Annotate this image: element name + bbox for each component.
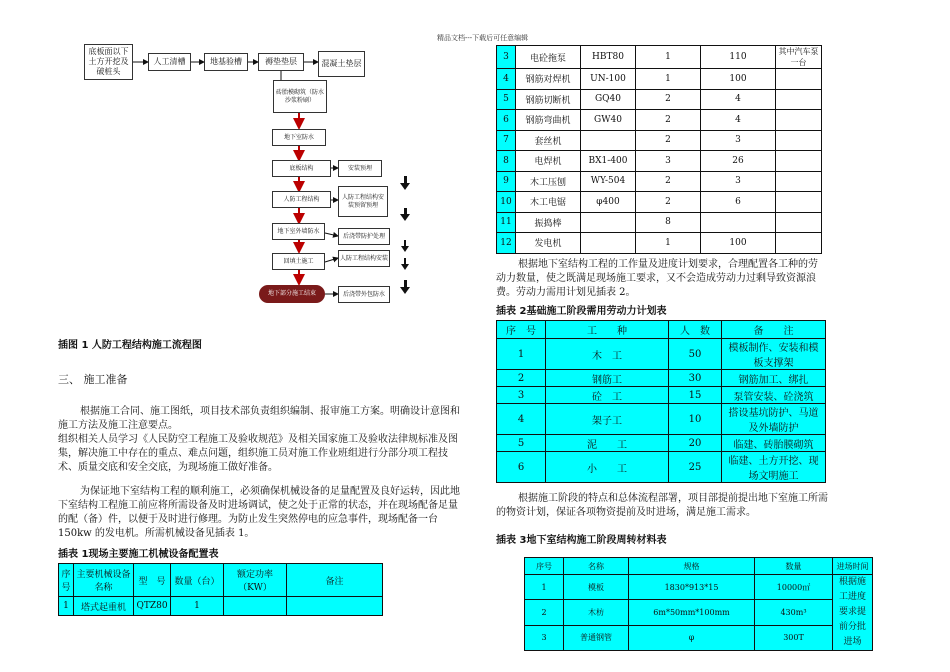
table-cell: 2 xyxy=(497,370,546,387)
table-row xyxy=(525,625,873,650)
table-cell: 10 xyxy=(669,404,722,435)
col-header: 进场时间 xyxy=(833,558,873,575)
table-cell: GW40 xyxy=(581,110,636,131)
table-cell: 4 xyxy=(701,89,776,110)
table-cell: 6m*50mm*100mm xyxy=(629,600,755,625)
table-cell: QTZ80 xyxy=(134,597,171,616)
table-row xyxy=(497,233,822,254)
section-title: 三、 施工准备 xyxy=(58,373,128,386)
figure-caption: 插图 1 人防工程结构施工流程图 xyxy=(58,340,202,351)
table-cell: φ400 xyxy=(581,192,636,213)
col-header: 名称 xyxy=(564,558,629,575)
flow-node-excavation: 底板面以下土方开挖及破桩头 xyxy=(84,44,133,80)
table-header-row xyxy=(59,564,383,597)
table-cell: 普通钢管 xyxy=(564,625,629,650)
table-cell: 木枋 xyxy=(564,600,629,625)
table-cell: 套丝机 xyxy=(516,130,581,151)
table-cell-arrival-note: 根据施工进度要求提前分批进场 xyxy=(833,575,873,651)
table-cell: 10000㎡ xyxy=(755,575,833,600)
table-cell: 1 xyxy=(636,69,701,90)
table-row xyxy=(497,192,822,213)
table-cell: 木工电锯 xyxy=(516,192,581,213)
flow-side-post-cast-protection: 后浇带防护处理 xyxy=(338,228,390,245)
paragraph-plan: 根据施工合同、施工图纸，项目技术部负责组织编制、报审施工方案。明确设计意图和施工方法及施工注意要点。 xyxy=(58,406,460,431)
table-cell: 8 xyxy=(497,151,516,172)
col-header: 序号 xyxy=(59,564,74,597)
flow-side-civil-defense-embedding: 人防工程结构安装预留预埋 xyxy=(338,186,388,217)
flow-side-post-cast-waterproofing: 后浇带外包防水 xyxy=(338,286,390,303)
col-header: 数量（台） xyxy=(171,564,224,597)
table-cell: 1 xyxy=(525,575,564,600)
table-cell: 1 xyxy=(59,597,74,616)
table-row xyxy=(497,171,822,192)
table-cell: 搭设基坑防护、马道及外墙防护 xyxy=(722,404,826,435)
table-row xyxy=(497,46,822,69)
table-cell: 3 xyxy=(636,151,701,172)
table-cell: 钢筋加工、绑扎 xyxy=(722,370,826,387)
table-cell xyxy=(776,89,822,110)
table-cell: 1 xyxy=(636,46,701,69)
table-cell: 4 xyxy=(701,110,776,131)
table-cell: 50 xyxy=(669,339,722,370)
flow-node-civil-defense-structure: 人防工程结构 xyxy=(272,191,331,208)
col-header: 型 号 xyxy=(134,564,171,597)
equipment-table-continued xyxy=(496,45,822,254)
table-cell: 临建、土方开挖、现场文明施工 xyxy=(722,452,826,483)
flow-node-underground-complete: 地下部分施工结束 xyxy=(259,285,325,303)
table-row xyxy=(497,387,826,404)
table-cell: 3 xyxy=(497,387,546,404)
table-cell: 30 xyxy=(669,370,722,387)
table-row xyxy=(497,435,826,452)
col-header: 额定功率（KW） xyxy=(224,564,287,597)
page-header: 精品文档---下载后可任意编辑 xyxy=(437,34,529,42)
table-cell: 钢筋弯曲机 xyxy=(516,110,581,131)
col-header: 数量 xyxy=(755,558,833,575)
table-cell: 钢筋切断机 xyxy=(516,89,581,110)
table-cell: 15 xyxy=(669,387,722,404)
flow-node-exterior-wall-waterproofing: 地下室外墙防水 xyxy=(272,223,325,240)
table-cell: 2 xyxy=(636,130,701,151)
table-cell xyxy=(581,130,636,151)
table1-caption: 插表 1现场主要施工机械设备配置表 xyxy=(58,549,219,560)
col-header: 工 种 xyxy=(546,321,669,339)
table-cell: 泥 工 xyxy=(546,435,669,452)
table-cell: 6 xyxy=(497,452,546,483)
table-row xyxy=(497,110,822,131)
table-cell: 木 工 xyxy=(546,339,669,370)
table-cell: 12 xyxy=(497,233,516,254)
table-cell xyxy=(776,151,822,172)
table-cell: 10 xyxy=(497,192,516,213)
table-cell: φ xyxy=(629,625,755,650)
table-cell: 塔式起重机 xyxy=(74,597,134,616)
table-cell: 100 xyxy=(701,233,776,254)
table-row xyxy=(497,212,822,233)
table-row xyxy=(497,151,822,172)
table2-caption: 插表 2基础施工阶段需用劳动力计划表 xyxy=(496,306,667,317)
table-cell: 电砼拖泵 xyxy=(516,46,581,69)
col-header: 序号 xyxy=(525,558,564,575)
table-cell: 临建、砖胎膜砌筑 xyxy=(722,435,826,452)
table-cell xyxy=(776,110,822,131)
table-cell: 5 xyxy=(497,435,546,452)
table-cell: 3 xyxy=(497,46,516,69)
table-cell: HBT80 xyxy=(581,46,636,69)
labor-table xyxy=(496,320,826,483)
table-cell: 11 xyxy=(497,212,516,233)
table-cell xyxy=(776,130,822,151)
table-header-row xyxy=(497,321,826,339)
table-cell: 5 xyxy=(497,89,516,110)
table-cell xyxy=(776,212,822,233)
table-row xyxy=(525,600,873,625)
table-cell: 架子工 xyxy=(546,404,669,435)
table-cell xyxy=(224,597,287,616)
table-cell: 8 xyxy=(636,212,701,233)
table-cell: 4 xyxy=(497,69,516,90)
table-cell: 3 xyxy=(525,625,564,650)
table-cell: 2 xyxy=(636,171,701,192)
table-cell xyxy=(776,192,822,213)
table-cell: 电焊机 xyxy=(516,151,581,172)
table-cell: 1 xyxy=(497,339,546,370)
table-cell: WY-504 xyxy=(581,171,636,192)
table-cell: 26 xyxy=(701,151,776,172)
table3-caption: 插表 3地下室结构施工阶段周转材料表 xyxy=(496,535,667,546)
table-cell: 7 xyxy=(497,130,516,151)
table-row xyxy=(497,69,822,90)
table-row xyxy=(497,130,822,151)
flow-node-foundation-inspection: 地基验槽 xyxy=(204,53,248,71)
table-cell: 泵管安装、砼浇筑 xyxy=(722,387,826,404)
paragraph-labor: 根据地下室结构工程的工作量及进度计划要求，合理配置各工种的劳动力数量，使之既满足现场施工要求，又不会造成劳动力过剩导致资源浪费。劳动力需用计划见插表 2。 xyxy=(496,259,818,298)
flow-node-base-slab: 底板结构 xyxy=(272,160,331,177)
table-cell: 430m³ xyxy=(755,600,833,625)
table-cell: 9 xyxy=(497,171,516,192)
table-cell xyxy=(776,171,822,192)
table-cell: UN-100 xyxy=(581,69,636,90)
table-cell: 6 xyxy=(497,110,516,131)
flow-node-manual-cleanup: 人工清槽 xyxy=(148,53,191,71)
equipment-table xyxy=(58,563,383,616)
flow-node-backfill: 回填土施工 xyxy=(272,253,325,270)
table-cell: 1 xyxy=(636,233,701,254)
paragraph-training: 组织相关人员学习《人民防空工程施工及验收规范》及相关国家施工及验收法律规标准及图集，解决施工中存在的重点、难点问题，组织施工员对施工作业班组进行分部分项工程技术、质量交底和安全交底，为现场施工做好准备。 xyxy=(58,434,458,473)
table-cell: 钢筋工 xyxy=(546,370,669,387)
table-cell: 2 xyxy=(636,89,701,110)
col-header: 序 号 xyxy=(497,321,546,339)
table-cell: GQ40 xyxy=(581,89,636,110)
table-cell: 20 xyxy=(669,435,722,452)
table-cell: 1830*913*15 xyxy=(629,575,755,600)
table-cell: 砼 工 xyxy=(546,387,669,404)
flow-node-brick-mold: 砖胎模砌筑（防水沙浆粉刷） xyxy=(273,80,327,113)
table-row xyxy=(59,597,383,616)
table-cell: 振捣棒 xyxy=(516,212,581,233)
paragraph-equipment: 为保证地下室结构工程的顺利施工，必须确保机械设备的足量配置及良好运转，因此地下室结构工程施工前应将所需设备及时进场调试，使之处于正常的状态，并在现场配备足量的配（备）件，以便于及时进行修理。为防止发生突然停电的应急事件，现场配备一台 150kw 的发电机。所需机械设备见插表 1。 xyxy=(58,486,460,539)
table-cell: 110 xyxy=(701,46,776,69)
flow-node-concrete-cushion: 混凝土垫层 xyxy=(318,51,365,77)
table-row xyxy=(497,370,826,387)
table-cell: 小 工 xyxy=(546,452,669,483)
table-cell xyxy=(581,233,636,254)
table-cell: BX1-400 xyxy=(581,151,636,172)
table-cell xyxy=(701,212,776,233)
table-cell: 模板制作、安装和模板支撑架 xyxy=(722,339,826,370)
table-cell: 2 xyxy=(636,110,701,131)
col-header: 主要机械设备名称 xyxy=(74,564,134,597)
table-cell xyxy=(776,233,822,254)
col-header: 备注 xyxy=(287,564,383,597)
table-row xyxy=(497,404,826,435)
col-header: 规格 xyxy=(629,558,755,575)
table-cell: 300T xyxy=(755,625,833,650)
col-header: 人 数 xyxy=(669,321,722,339)
flow-side-embedded-install: 安装预埋 xyxy=(338,160,382,177)
table-cell: 其中汽车泵一台 xyxy=(776,46,822,69)
table-cell: 3 xyxy=(701,171,776,192)
table-cell xyxy=(776,69,822,90)
table-cell xyxy=(581,212,636,233)
table-cell: 25 xyxy=(669,452,722,483)
table-cell: 3 xyxy=(701,130,776,151)
table-cell: 100 xyxy=(701,69,776,90)
table-header-row xyxy=(525,558,873,575)
table-cell: 4 xyxy=(497,404,546,435)
flow-node-cushion-layer: 褥垫垫层 xyxy=(258,53,304,71)
table-cell: 6 xyxy=(701,192,776,213)
table-cell: 模板 xyxy=(564,575,629,600)
table-cell: 2 xyxy=(636,192,701,213)
table-row xyxy=(497,89,822,110)
paragraph-materials: 根据施工阶段的特点和总体流程部署，项目部提前提出地下室施工所需的物资计划，保证各项物资提前及时进场，满足施工需求。 xyxy=(496,493,828,518)
col-header: 备 注 xyxy=(722,321,826,339)
table-cell: 钢筋对焊机 xyxy=(516,69,581,90)
preparation-paragraphs xyxy=(58,405,463,475)
flow-side-civil-defense-install: 人防工程结构安装 xyxy=(338,250,390,267)
table-cell: 发电机 xyxy=(516,233,581,254)
table-cell xyxy=(287,597,383,616)
table-row xyxy=(525,575,873,600)
table-row xyxy=(497,452,826,483)
materials-table xyxy=(524,557,873,651)
table-cell: 1 xyxy=(171,597,224,616)
table-row xyxy=(497,339,826,370)
flow-node-waterproofing: 地下室防水 xyxy=(272,129,326,146)
table-cell: 木工压刨 xyxy=(516,171,581,192)
table-cell: 2 xyxy=(525,600,564,625)
